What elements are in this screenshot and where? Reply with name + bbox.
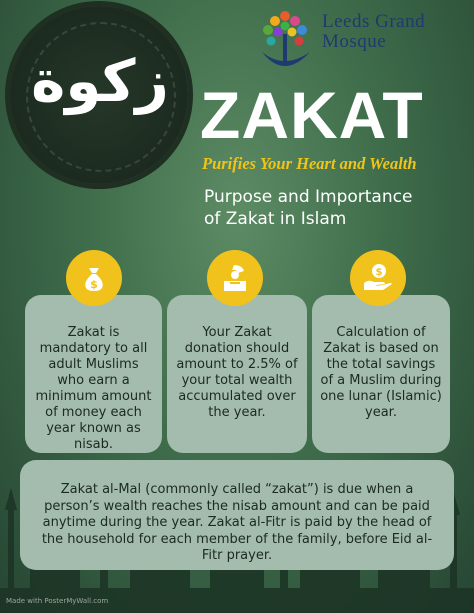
card-1-text: Zakat is mandatory to all adult Muslims who earn a minimum amount of money each year known as nisab. <box>35 325 152 452</box>
subtitle <box>204 186 444 230</box>
tagline: Purifies Your Heart and Wealth <box>202 154 417 173</box>
zakat-types-text: Zakat al-Mal (commonly called “zakat”) is due when a person’s wealth reaches the nisab amount and can be paid anytime during the year. Zakat al-Fitr is paid by the head of the household for each member of the family, before Eid al-Fitr prayer. <box>41 482 433 563</box>
page-title: ZAKAT <box>200 78 424 152</box>
hand-coin-icon <box>350 250 406 306</box>
info-card-1 <box>25 295 162 453</box>
tree-logo-icon <box>254 8 316 74</box>
zakat-types-card <box>20 460 454 570</box>
logo-line1: Leeds Grand <box>322 11 426 32</box>
logo-line2: Mosque <box>322 31 387 52</box>
made-with-watermark: Made with PosterMyWall.com <box>6 597 109 605</box>
mosque-logo-text <box>322 12 425 52</box>
money-bag-icon <box>66 250 122 306</box>
subtitle-line2: of Zakat in Islam <box>204 209 347 229</box>
info-card-3 <box>312 295 450 453</box>
card-3-text: Calculation of Zakat is based on the total savings of a Muslim during one lunar (Islamic) year. <box>320 325 442 420</box>
info-card-2 <box>167 295 307 453</box>
donation-box-icon <box>207 250 263 306</box>
svg-text:$: $ <box>375 267 383 278</box>
badge-arabic-text: زكوة <box>31 47 169 115</box>
subtitle-line1: Purpose and Importance <box>204 187 413 207</box>
svg-text:$: $ <box>90 278 98 291</box>
card-2-text: Your Zakat donation should amount to 2.5% of your total wealth accumulated over the year. <box>176 325 298 420</box>
